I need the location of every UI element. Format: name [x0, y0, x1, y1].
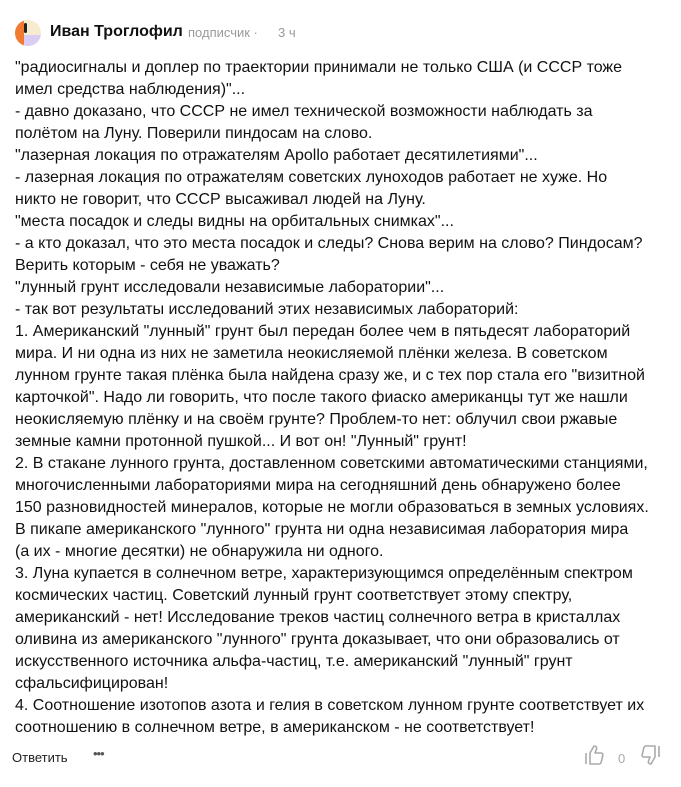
- comment-line: "радиосигналы и доплер по траектории принимали не только США (и СССР тоже: [15, 59, 623, 76]
- comment-line: полётом на Луну. Поверили пиндосам на слово.: [15, 125, 373, 142]
- comment-line: - давно доказано, что СССР не имел технической возможности наблюдать за: [15, 103, 593, 120]
- comment-line: В пикапе американского "лунного" грунта ни одна независимая лаборатория мира: [15, 521, 629, 538]
- comment-line: неокисляемую плёнку и на своём грунте? Проблем-то нет: облучил свои ржавые: [15, 411, 618, 428]
- comment-line: космических частиц. Советский лунный грунт соответствует этому спектру,: [15, 587, 573, 604]
- avatar[interactable]: [15, 20, 41, 46]
- author-role: подписчик ·: [188, 25, 258, 40]
- comment-line: американский - нет! Исследование треков частиц солнечного ветра в кристаллах: [15, 609, 621, 626]
- comment-line: 4. Соотношение изотопов азота и гелия в советском лунном грунте соответствует их: [15, 697, 645, 714]
- thumbs-up-icon[interactable]: [584, 744, 604, 766]
- more-options-button[interactable]: •••: [93, 746, 104, 761]
- comment-line: земные камни протонной пушкой... И вот он! "Лунный" грунт!: [15, 433, 467, 450]
- comment-line: соотношению в солнечном ветре, в американском - не соответствует!: [15, 719, 535, 736]
- comment-line: - лазерная локация по отражателям советских луноходов работает не хуже. Но: [15, 169, 608, 186]
- avatar-segment: [15, 20, 24, 46]
- comment-line: "места посадок и следы видны на орбитальных снимках"...: [15, 213, 454, 230]
- comment-line: карточкой". Надо ли говорить, что после такого фиаско американцы тут же нашли: [15, 389, 628, 406]
- comment-line: 150 разновидностей минералов, которые не могли образоваться в земных условиях.: [15, 499, 649, 516]
- comment-line: "лунный грунт исследовали независимые лаборатории"...: [15, 279, 445, 296]
- comment-line: 2. В стакане лунного грунта, доставленном советскими автоматическими станциями,: [15, 455, 648, 472]
- comment-line: сфальсифицирован!: [15, 675, 169, 692]
- comment-time: 3 ч: [278, 25, 296, 40]
- comment-line: (а их - многие десятки) не обнаружила ни одного.: [15, 543, 384, 560]
- comment-line: многочисленными лабораториями мира на сегодняшний день обнаружено более: [15, 477, 621, 494]
- avatar-segment: [24, 35, 41, 46]
- comment-line: оливина из американского "лунного" грунта доказывает, что они образовались от: [15, 631, 620, 648]
- comment-line: - так вот результаты исследований этих независимых лабораторий:: [15, 301, 519, 318]
- comment-line: имел средства наблюдения)"...: [15, 81, 246, 98]
- comment-line: искусственного источника альфа-частиц, т.е. американский "лунный" грунт: [15, 653, 573, 670]
- comment-line: 1. Американский "лунный" грунт был передан более чем в пятьдесят лабораторий: [15, 323, 631, 340]
- comment-line: Верить которым - себя не уважать?: [15, 257, 280, 274]
- comment-line: 3. Луна купается в солнечном ветре, характеризующимся определённым спектром: [15, 565, 633, 582]
- author-name[interactable]: Иван Троглофил: [50, 23, 183, 40]
- comment-line: - а кто доказал, что это места посадок и следы? Снова верим на слово? Пиндосам?: [15, 235, 643, 252]
- thumbs-down-icon[interactable]: [641, 744, 661, 766]
- comment-line: мира. И ни одна из них не заметила неокисляемой плёнки железа. В советском: [15, 345, 608, 362]
- reply-button[interactable]: Ответить: [12, 750, 68, 765]
- comment-line: лунном грунте такая плёнка была найдена сразу же, и с тех пор стала его "визитной: [15, 367, 645, 384]
- avatar-segment: [24, 23, 27, 33]
- comment-line: никто не говорит, что СССР высаживал людей на Луну.: [15, 191, 426, 208]
- comment-body: [15, 57, 649, 739]
- comment-line: "лазерная локация по отражателям Apollo работает десятилетиями"...: [15, 147, 538, 164]
- like-count: 0: [618, 751, 626, 766]
